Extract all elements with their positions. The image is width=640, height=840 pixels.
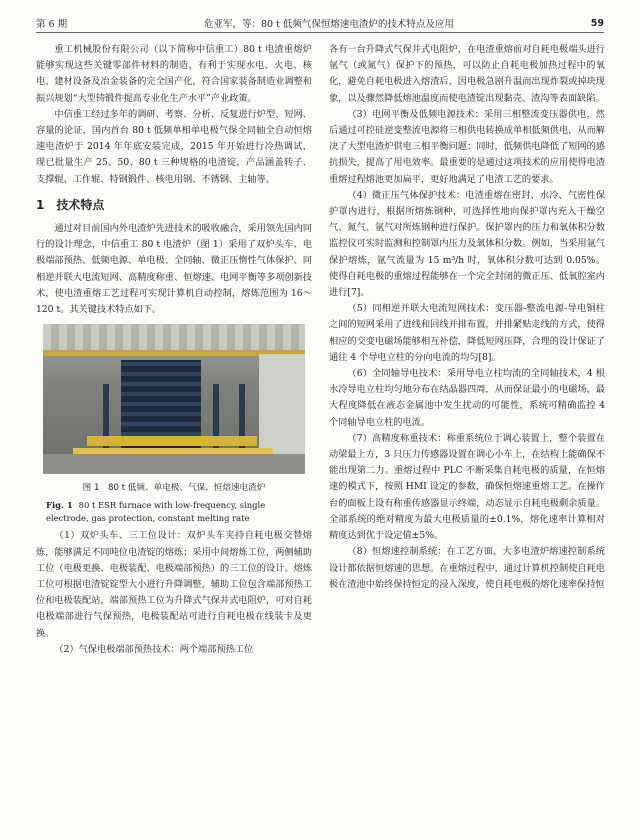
running-header <box>36 14 604 33</box>
furnace-photo <box>43 324 305 474</box>
left-column <box>36 42 312 658</box>
figure-label: Fig. 1 <box>46 500 73 511</box>
paragraph: （6）全同轴导电技术：采用导电立柱均流的全同轴技术，4 根水冷导电立柱均匀地分布在结晶器四周，从而保证最小的电磁场，最大程度降低在液态金属池中发生扰动的可能性，系统可精确监控 4 个同轴导电立柱的电流。 <box>329 368 605 428</box>
section-heading: 1 技术特点 <box>36 197 105 212</box>
paragraph: （5）同相逆并联大电流短网技术：变压器-整流电源-导电铜柱之间的短网采用了进线和回线并排布置，并排紧贴走线的方式，使得相应的交变电磁场能够相互补偿，降低短网压降，合理的设计保证了通往 4 个导电立柱的分向电流的均匀[8]。 <box>329 303 605 363</box>
figure-caption-en <box>36 499 312 524</box>
paragraph: （7）高精度称重技术：称重系统位于调心装置上，整个装置在动梁最上方，3 只压力传感器设置在调心小车上，在结构上能确保不能出现第二力。重熔过程中 PLC 不断采集自耗电极的质量，在恒熔速的模式下，按照 HMI 设定的参数，确保恒熔速重熔工艺。在操作台的面板上设有称重传感器显示终端，动态显示自耗电极剩余质量。全部系统的绝对精度为最大电极质量的±0.1%，熔化速率计算相对精度达到优于设定值±5%。 <box>329 432 605 542</box>
paragraph: （2）气保电极端部预热技术：两个端部预热工位 <box>54 643 254 655</box>
right-column <box>329 42 605 593</box>
running-title: 危亚军，等：80 t 低频气保恒熔速电渣炉的技术特点及应用 <box>203 19 454 30</box>
paragraph: 各有一台升降式气保井式电阻炉，在电渣重熔前对自耗电极端头进行氩气（或氮气）保护下的预热，可以防止自耗电极加热过程中的氧化，避免自耗电极进入熔渣后，因电极急剧升温而出现炸裂或掉块现象，以及骤然降低熔池温度而使电渣锭出现黏壳、渣沟等表面缺陷。 <box>329 44 605 104</box>
paragraph: （3）电网平衡及低频电源技术：采用三相整流变压器供电，然后通过可控硅逆变整流电源将三相供电转换成单相低频供电，从而解决了大型电渣炉供电三相平衡问题；同时，低频供电降低了短网的感抗损失，提高了用电效率。最重要的是通过这项技术的应用使得电渣重熔过程熔池更加扁平，更好地满足了电渣工艺的要求。 <box>329 108 605 185</box>
issue-number: 第 6 期 <box>36 19 68 30</box>
paragraph: 重工机械股份有限公司（以下简称中信重工）80 t 电渣重熔炉能够实现这些关键零部件材料的制造，有利于实现水电、火电、核电、建材设备及冶金装备的完全国产化，符合国家装备制造业调整和振兴规划“大型铸锻件提高专业化生产水平”产业政策。 <box>36 44 312 104</box>
paragraph: （1）双炉头车、三工位设计：双炉头车夹持自耗电极交替熔炼，能够满足不同吨位电渣锭的熔炼；采用中间熔炼工位，两侧辅助工位（电极更换、电极装配、电极端部预热）的三工位的设计。熔炼工位可根据电渣锭锭型大小进行升降调整，辅助工位包含端部预热工位和电极装配站，端部预热工位为升降式气保井式电阻炉，可对自耗电极端部进行气保预热，电极装配站可进行自耗电极在线装卡及更换。 <box>36 530 312 639</box>
figure-caption-en-text: 80 t ESR furnace with low-frequency, single electrode, gas protection, constant melting rate <box>46 500 266 523</box>
figure-caption-cn: 图 1 80 t 低频、单电极、气保、恒熔速电渣炉 <box>82 483 266 494</box>
paragraph: （4）微正压气体保护技术：电渣重熔在密封、水冷、气密性保护罩内进行，根据所熔炼钢种，可选择性地向保护罩内充入干燥空气、氮气、氩气对所炼钢种进行保护。保护罩内的压力和氧体积分数监控仪可实时监测和控制罩内压力及氧体积分数。例如，当采用氩气保护熔炼，氩气流量为 15 m³/h 时，氧体积分数可达到 0.05%。使得自耗电极的重熔过程能够在一个完全封闭的微正压、低氧腔室内进行[7]。 <box>329 189 605 299</box>
paragraph: 中信重工经过多年的调研、考察、分析、反复进行炉型、短网、容量的论证，国内首台 80 t 低频单相单电极气保全同轴全自动恒熔速电渣炉于 2014 年年底安装完成，2015 年开始进行冷热调试，现已批量生产 25、50、80 t 三种规格的电渣锭，产品涵盖转子、支撑辊、工作辊、特钢锻件、核电用钢、不锈钢、主轴等。 <box>36 108 312 185</box>
figure-1 <box>36 324 312 524</box>
page-number: 59 <box>590 17 604 29</box>
paragraph: （8）恒熔速控制系统：在工艺方面，大多电渣炉熔速控制系统设计都依据恒熔速的思想。在重熔过程中，通过计算机控制使自耗电极在渣池中始终保持恒定的浸入深度，使自耗电极的熔化速率保持恒 <box>329 546 605 590</box>
paragraph: 通过对目前国内外电渣炉先进技术的吸收融合，采用领先国内同行的设计理念，中信重工 80 t 电渣炉（图 1）采用了双炉头车、电极端部预热、低频电源、单电极、全同轴、微正压惰性气体保护、同相逆并联大电流短网、高精度称重、恒熔速、电网平衡等多项创新技术，使电渣重熔工艺过程可实现计算机自动控制，熔炼范围为 16～120 t。其关键技术特点如下。 <box>36 223 312 316</box>
